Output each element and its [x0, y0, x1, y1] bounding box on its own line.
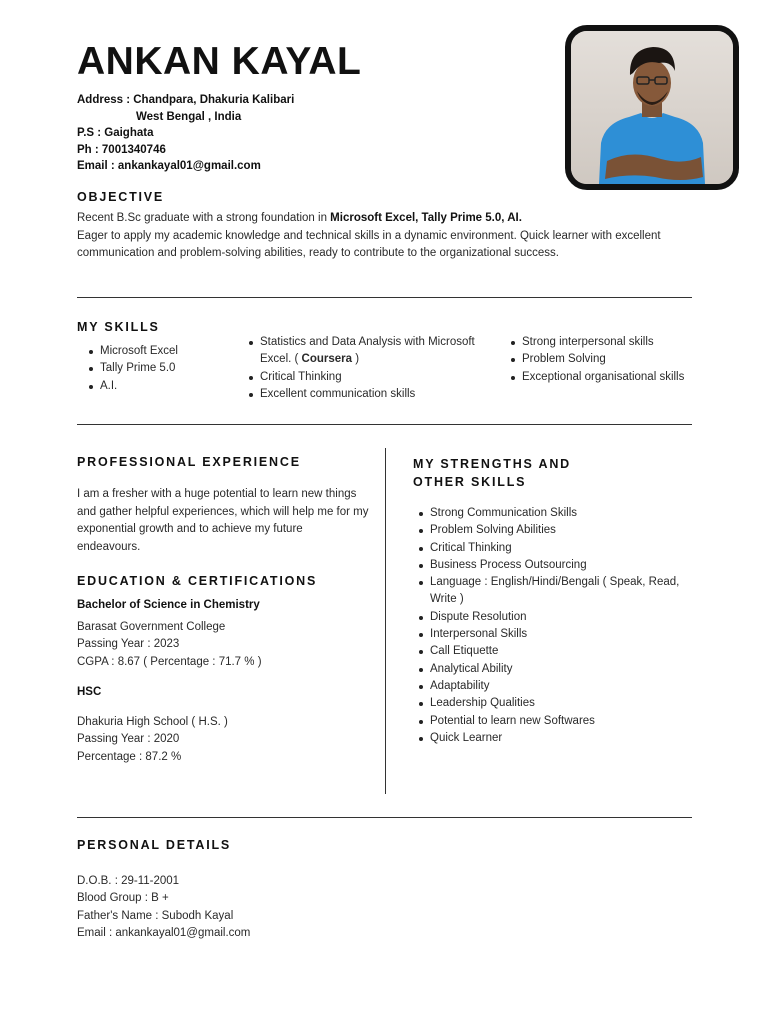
address-line-2: West Bengal , India — [136, 110, 242, 123]
email-address: Email : ankankayal01@gmail.com — [77, 160, 261, 172]
list-item: Interpersonal Skills — [418, 626, 688, 643]
personal-email: Email : ankankayal01@gmail.com — [77, 926, 251, 939]
list-item: Excellent communication skills — [248, 386, 478, 403]
skill-statistics-end: ) — [352, 353, 360, 366]
school-name: Dhakuria High School ( H.S. ) — [77, 716, 228, 728]
list-item: Adaptability — [418, 678, 688, 695]
strengths-heading-line-1: MY STRENGTHS AND — [413, 457, 571, 471]
profile-photo-image — [571, 31, 733, 184]
list-item: Microsoft Excel — [88, 343, 228, 360]
strengths-list — [418, 505, 688, 747]
list-item: Analytical Ability — [418, 661, 688, 678]
list-item: Tally Prime 5.0 — [88, 360, 228, 377]
skill-provider: Coursera — [301, 353, 353, 366]
experience-heading: PROFESSIONAL EXPERIENCE — [77, 455, 301, 469]
skills-list-1 — [88, 343, 228, 395]
objective-text-intro: Recent B.Sc graduate with a strong foundation in — [77, 212, 331, 224]
strengths-heading-line-2: OTHER SKILLS — [413, 475, 527, 489]
list-item: Exceptional organisational skills — [510, 369, 692, 386]
list-item: Problem Solving Abilities — [418, 522, 688, 539]
list-item: Leadership Qualities — [418, 695, 688, 712]
list-item: Quick Learner — [418, 730, 688, 747]
objective-text-body: Eager to apply my academic knowledge and technical skills in a dynamic environment. Quick learner with excellent communication and problem-solving abilities, ready to contribute to the organizational success. — [77, 229, 661, 259]
experience-text: I am a fresher with a huge potential to learn new things and gather helpful experiences, which will help me for my exponential growth and to achieve my future endeavours. — [77, 488, 369, 553]
objective-heading: OBJECTIVE — [77, 190, 165, 204]
date-of-birth: D.O.B. : 29-11-2001 — [77, 875, 180, 887]
strengths-heading — [413, 455, 571, 491]
school-details — [77, 714, 228, 766]
police-station: P.S : Gaighata — [77, 127, 154, 139]
list-item: Critical Thinking — [418, 540, 688, 557]
blood-group: Blood Group : B + — [77, 892, 169, 905]
personal-heading: PERSONAL DETAILS — [77, 838, 232, 852]
list-item: A.I. — [88, 378, 228, 395]
address-line-1: Address : Chandpara, Dhakuria Kalibari — [77, 94, 295, 106]
divider — [77, 424, 692, 425]
personal-details — [77, 873, 250, 942]
contact-block — [77, 92, 294, 175]
skills-heading: MY SKILLS — [77, 320, 160, 334]
list-item: Potential to learn new Softwares — [418, 713, 688, 730]
skill-statistics: Statistics and Data Analysis with Microsoft Excel. ( — [260, 336, 475, 366]
degree-title: Bachelor of Science in Chemistry — [77, 599, 260, 611]
list-item: Problem Solving — [510, 351, 692, 368]
school-passing-year: Passing Year : 2020 — [77, 733, 180, 746]
list-item: Strong Communication Skills — [418, 505, 688, 522]
school-score: Percentage : 87.2 % — [77, 750, 182, 763]
college-score: CGPA : 8.67 ( Percentage : 71.7 % ) — [77, 655, 262, 668]
column-divider — [385, 448, 386, 794]
list-item: Critical Thinking — [248, 369, 478, 386]
list-item — [248, 334, 478, 369]
phone-number: Ph : 7001340746 — [77, 143, 166, 156]
objective-text — [77, 210, 692, 263]
skills-list-2 — [248, 334, 478, 403]
skills-list-3 — [510, 334, 692, 386]
college-passing-year: Passing Year : 2023 — [77, 638, 180, 651]
education-heading: EDUCATION & CERTIFICATIONS — [77, 574, 318, 588]
hsc-title: HSC — [77, 686, 102, 698]
candidate-name: ANKAN KAYAL — [77, 40, 362, 83]
profile-photo — [565, 25, 739, 190]
list-item: Strong interpersonal skills — [510, 334, 692, 351]
college-name: Barasat Government College — [77, 621, 226, 633]
list-item: Language : English/Hindi/Bengali ( Speak, Read, Write ) — [418, 574, 688, 609]
list-item: Call Etiquette — [418, 643, 688, 660]
objective-key-skills: Microsoft Excel, Tally Prime 5.0, AI. — [330, 212, 522, 224]
list-item: Business Process Outsourcing — [418, 557, 688, 574]
list-item: Dispute Resolution — [418, 609, 688, 626]
college-details — [77, 619, 262, 671]
divider — [77, 297, 692, 298]
divider — [77, 817, 692, 818]
father-name: Father's Name : Subodh Kayal — [77, 909, 234, 922]
